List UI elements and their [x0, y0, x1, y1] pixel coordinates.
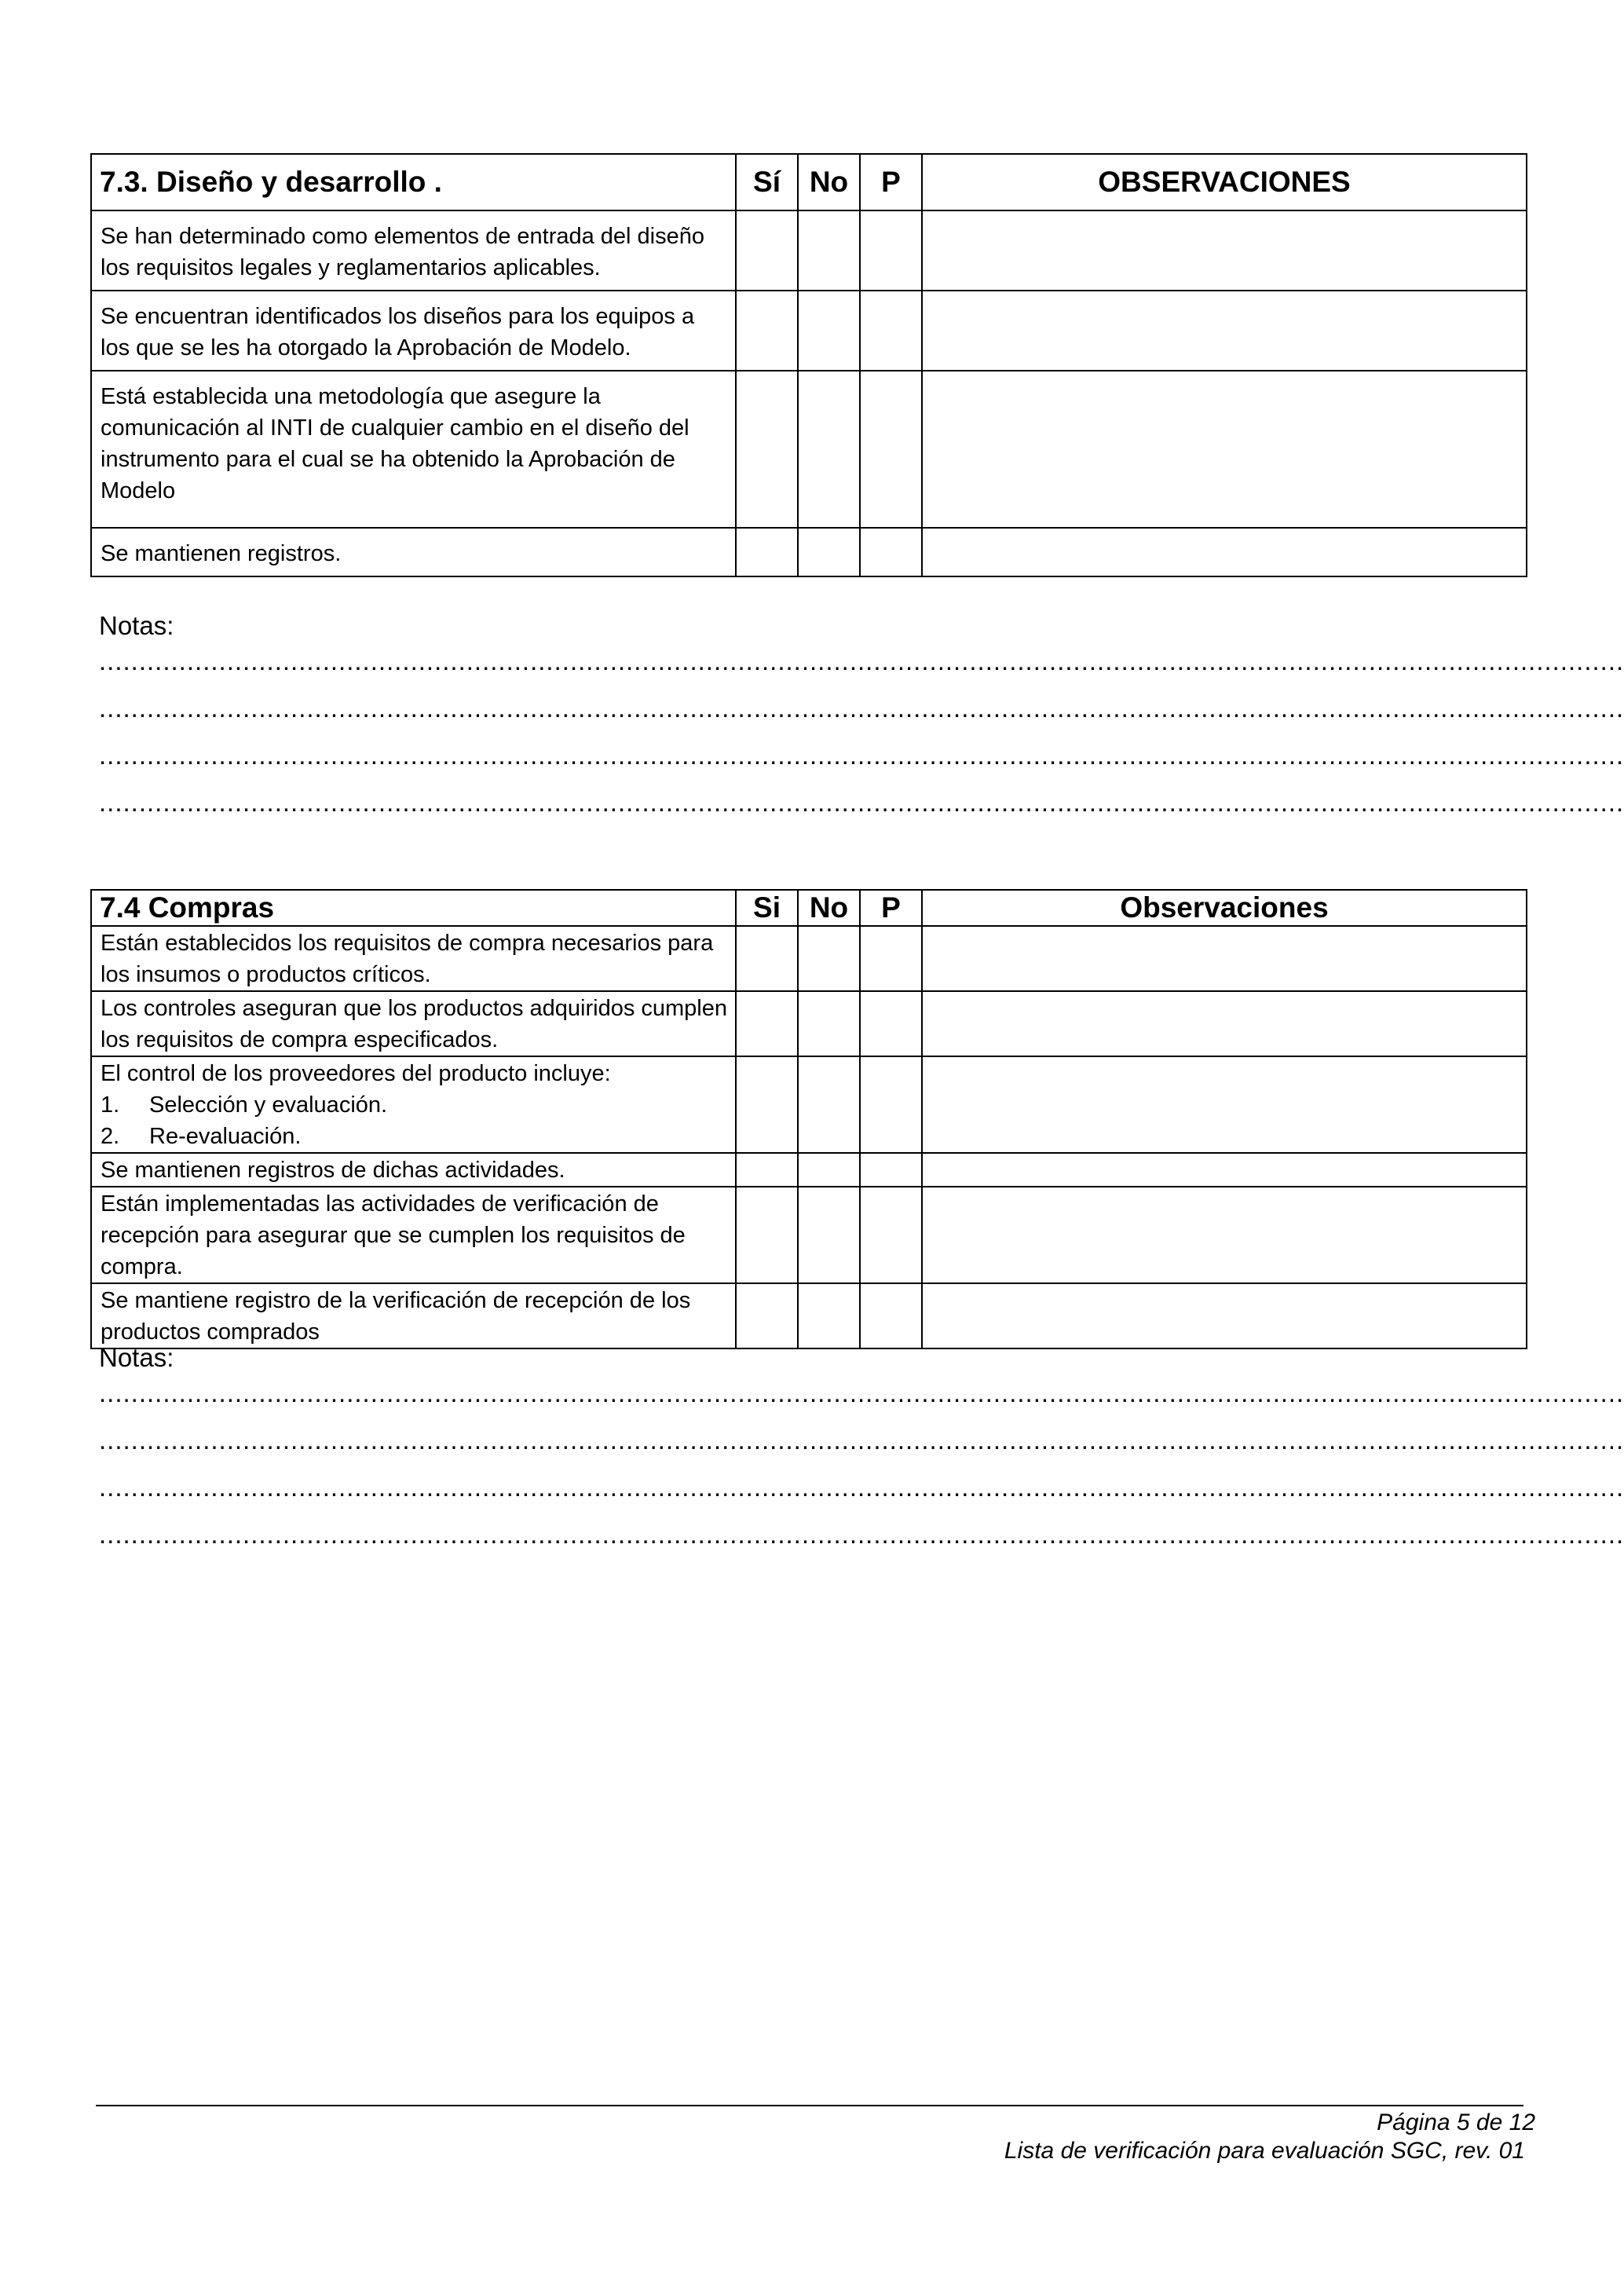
table-row [91, 926, 1527, 991]
notes-line[interactable]: ............................................................................................................................................................................................... [99, 646, 1624, 675]
si-cell[interactable] [736, 926, 798, 991]
notes-label: Notas: [99, 611, 174, 640]
checklist-item-text: Se mantienen registros. [91, 528, 736, 576]
checklist-item-text: Se encuentran identificados los diseños para los equipos a los que se les ha otorgado la Aprobación de Modelo. [91, 291, 736, 371]
observations-cell[interactable] [922, 210, 1527, 291]
observations-cell[interactable] [922, 371, 1527, 528]
table-header [91, 154, 1527, 210]
column-header-observaciones: OBSERVACIONES [922, 154, 1527, 210]
list-item-text: Selección y evaluación. [149, 1092, 388, 1118]
no-cell[interactable] [798, 528, 860, 576]
notes-line[interactable]: ............................................................................................................................................................................................... [99, 1520, 1624, 1549]
checklist-item-text: Se mantiene registro de la verificación de recepción de los productos comprados [91, 1283, 736, 1348]
notes-line[interactable]: ............................................................................................................................................................................................... [99, 693, 1624, 723]
section-title: 7.3. Diseño y desarrollo . [91, 154, 736, 210]
no-cell[interactable] [798, 210, 860, 291]
table-row [91, 528, 1527, 576]
list-number: 2. [101, 1124, 120, 1149]
p-cell[interactable] [860, 528, 922, 576]
list-item-text: Re-evaluación. [149, 1124, 302, 1149]
checklist-item-text: Los controles aseguran que los productos adquiridos cumplen los requisitos de compra especificados. [91, 991, 736, 1056]
observations-cell[interactable] [922, 991, 1527, 1056]
no-cell[interactable] [798, 291, 860, 371]
column-header-no: No [798, 890, 860, 926]
p-cell[interactable] [860, 1187, 922, 1283]
table-row [91, 210, 1527, 291]
no-cell[interactable] [798, 1283, 860, 1348]
p-cell[interactable] [860, 991, 922, 1056]
list-item [101, 1121, 727, 1152]
observations-cell[interactable] [922, 1056, 1527, 1153]
no-cell[interactable] [798, 371, 860, 528]
no-cell[interactable] [798, 1187, 860, 1283]
design-development-table [90, 153, 1527, 577]
si-cell[interactable] [736, 210, 798, 291]
table-row [91, 371, 1527, 528]
checklist-item [91, 1056, 736, 1153]
observations-cell[interactable] [922, 1153, 1527, 1187]
si-cell[interactable] [736, 991, 798, 1056]
observations-cell[interactable] [922, 926, 1527, 991]
section-title: 7.4 Compras [91, 890, 736, 926]
table-header [91, 890, 1527, 926]
table-row [91, 1283, 1527, 1348]
page-number: Página 5 de 12 [1377, 2110, 1535, 2135]
column-header-p: P [860, 890, 922, 926]
p-cell[interactable] [860, 210, 922, 291]
p-cell[interactable] [860, 371, 922, 528]
si-cell[interactable] [736, 528, 798, 576]
notes-line[interactable]: ............................................................................................................................................................................................... [99, 741, 1624, 770]
notes-line[interactable]: ............................................................................................................................................................................................... [99, 1378, 1624, 1407]
purchasing-table [90, 889, 1527, 1349]
column-header-no: No [798, 154, 860, 210]
no-cell[interactable] [798, 926, 860, 991]
p-cell[interactable] [860, 1056, 922, 1153]
column-header-observaciones: Observaciones [922, 890, 1527, 926]
p-cell[interactable] [860, 1283, 922, 1348]
table-row [91, 291, 1527, 371]
si-cell[interactable] [736, 371, 798, 528]
p-cell[interactable] [860, 1153, 922, 1187]
si-cell[interactable] [736, 1056, 798, 1153]
observations-cell[interactable] [922, 291, 1527, 371]
checklist-item-text: Están implementadas las actividades de verificación de recepción para asegurar que se cumplen los requisitos de compra. [91, 1187, 736, 1283]
si-cell[interactable] [736, 1283, 798, 1348]
checklist-item-text: Está establecida una metodología que asegure la comunicación al INTI de cualquier cambio en el diseño del instrumento para el cual se ha obtenido la Aprobación de Modelo [91, 371, 736, 528]
table-row [91, 1056, 1527, 1153]
column-header-p: P [860, 154, 922, 210]
no-cell[interactable] [798, 1153, 860, 1187]
checklist-item-text: Se mantienen registros de dichas actividades. [91, 1153, 736, 1187]
notes-label: Notas: [99, 1343, 174, 1372]
no-cell[interactable] [798, 991, 860, 1056]
checklist-item-text: Están establecidos los requisitos de compra necesarios para los insumos o productos críticos. [91, 926, 736, 991]
si-cell[interactable] [736, 291, 798, 371]
notes-section [99, 611, 1624, 834]
table-row [91, 1153, 1527, 1187]
notes-line[interactable]: ............................................................................................................................................................................................... [99, 788, 1624, 817]
observations-cell[interactable] [922, 1283, 1527, 1348]
notes-line[interactable]: ............................................................................................................................................................................................... [99, 1473, 1624, 1502]
checklist-item-text: El control de los proveedores del producto incluye: [101, 1061, 611, 1086]
table-row [91, 1187, 1527, 1283]
si-cell[interactable] [736, 1153, 798, 1187]
table-row [91, 991, 1527, 1056]
p-cell[interactable] [860, 291, 922, 371]
notes-line[interactable]: ............................................................................................................................................................................................... [99, 1425, 1624, 1455]
p-cell[interactable] [860, 926, 922, 991]
list-number: 1. [101, 1092, 120, 1118]
column-header-si: Sí [736, 154, 798, 210]
si-cell[interactable] [736, 1187, 798, 1283]
footer-divider [96, 2105, 1523, 2106]
column-header-si: Si [736, 890, 798, 926]
checklist-item-text: Se han determinado como elementos de entrada del diseño los requisitos legales y reglamentarios aplicables. [91, 210, 736, 291]
no-cell[interactable] [798, 1056, 860, 1153]
observations-cell[interactable] [922, 1187, 1527, 1283]
notes-section [99, 1343, 1624, 1566]
observations-cell[interactable] [922, 528, 1527, 576]
document-title: Lista de verificación para evaluación SGC, rev. 01 [1004, 2138, 1525, 2164]
list-item [101, 1089, 727, 1121]
